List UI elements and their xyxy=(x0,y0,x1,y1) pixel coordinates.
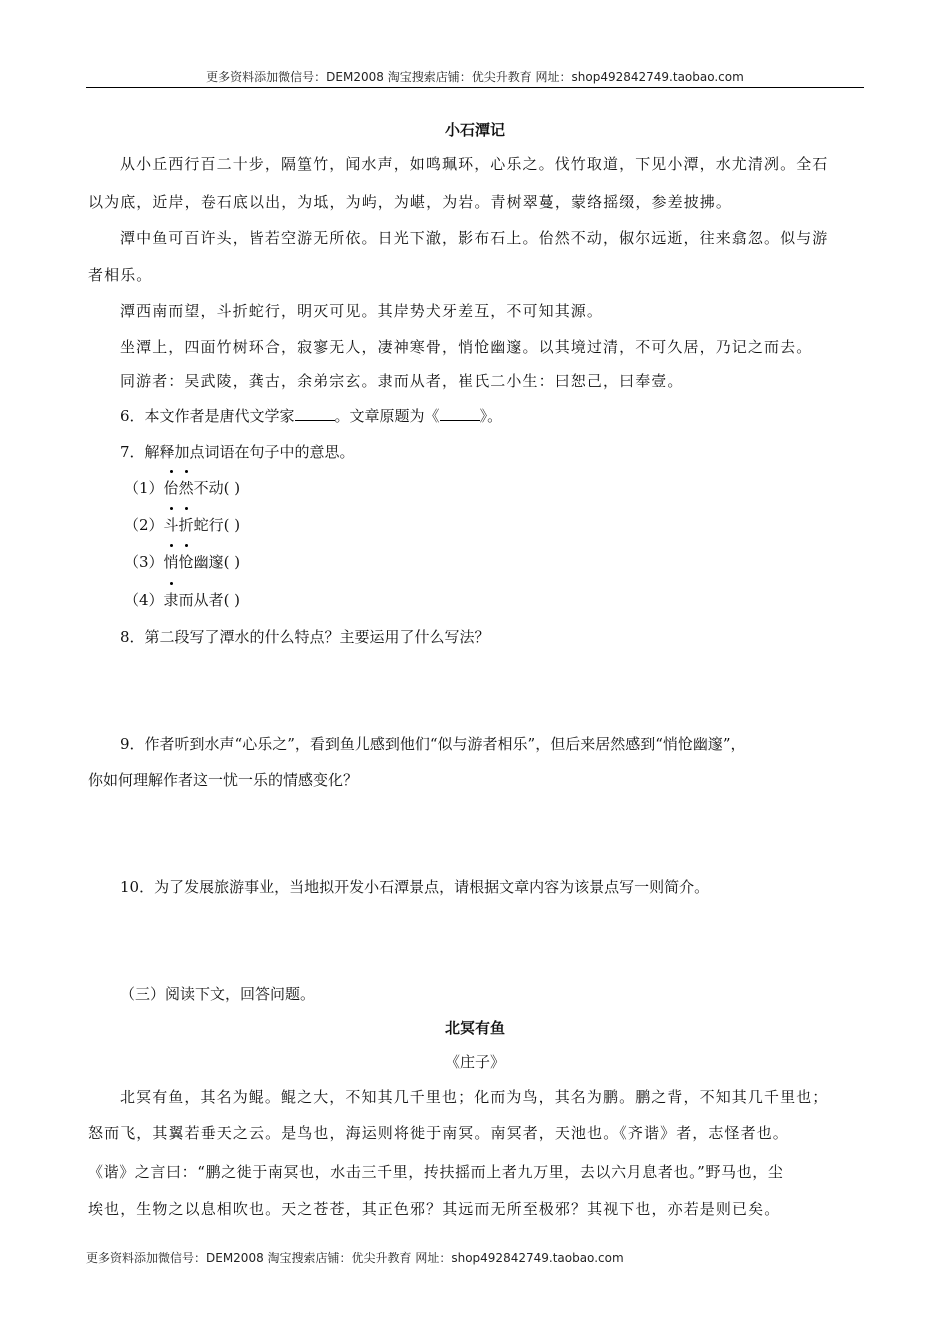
question-8: 8．第二段写了潭水的什么特点？主要运用了什么写法？ xyxy=(120,628,490,646)
passage2-line: 埃也，生物之以息相吹也。天之苍苍，其正色邪？其远而无所至极邪？其视下也，亦若是则已矣。 xyxy=(88,1200,781,1218)
passage1-line: 坐潭上，四面竹树环合，寂寥无人，凄神寒骨，悄怆幽邃。以其境过清，不可久居，乃记之而去。 xyxy=(120,338,813,356)
passage2-line: 怒而飞，其翼若垂天之云。是鸟也，海运则将徙于南冥。南冥者，天池也。《齐谐》者，志怪者也。 xyxy=(88,1124,789,1142)
question-9-line: 你如何理解作者这一忧一乐的情感变化？ xyxy=(88,771,359,789)
dotted-char: 斗 xyxy=(163,516,179,534)
item-rest: 蛇行( ) xyxy=(193,516,241,534)
question-7-item xyxy=(124,551,240,572)
passage1-line: 以为底，近岸，卷石底以出，为坻，为屿，为嵁，为岩。青树翠蔓，蒙络摇缀，参差披拂。 xyxy=(88,193,733,211)
q6-text-c: 》。 xyxy=(479,407,503,425)
q6-text-b: 。文章原题为《 xyxy=(334,407,440,425)
passage1-line: 从小丘西行百二十步，隔篁竹，闻水声，如鸣珮环，心乐之。伐竹取道，下见小潭，水尤清冽。全石 xyxy=(120,155,829,173)
header-divider xyxy=(86,87,864,88)
q6-text-a: 6．本文作者是唐代文学家 xyxy=(120,407,295,425)
item-number: （4） xyxy=(124,591,164,609)
passage1-line: 者相乐。 xyxy=(88,266,153,284)
question-7-item xyxy=(124,514,240,535)
dotted-char: 怆 xyxy=(178,553,194,571)
answer-blank-author[interactable] xyxy=(295,408,335,421)
answer-blank-title[interactable] xyxy=(440,408,480,421)
page-footer: 更多资料添加微信号：DEM2008 淘宝搜索店铺：优尖升教育 网址：shop492842749.taobao.com xyxy=(86,1251,624,1265)
page-header: 更多资料添加微信号：DEM2008 淘宝搜索店铺：优尖升教育 网址：shop492842749.taobao.com xyxy=(206,70,744,84)
dotted-char: 悄 xyxy=(163,553,179,571)
question-6 xyxy=(120,405,502,426)
passage1-title: 小石潭记 xyxy=(444,121,505,139)
passage1-line: 同游者：吴武陵，龚古，余弟宗玄。隶而从者，崔氏二小生：曰恕己，曰奉壹。 xyxy=(120,372,684,390)
item-rest: 而从者( ) xyxy=(178,591,241,609)
passage2-source: 《庄子》 xyxy=(444,1053,505,1071)
dotted-char: 然 xyxy=(178,479,194,497)
item-number: （1） xyxy=(124,479,164,497)
passage2-line: 《谐》之言曰：“鹏之徙于南冥也，水击三千里，抟扶摇而上者九万里，去以六月息者也。”野马也，尘 xyxy=(88,1163,784,1181)
section-3-intro: （三）阅读下文，回答问题。 xyxy=(120,985,316,1003)
question-7-item xyxy=(124,589,240,610)
passage1-line: 潭中鱼可百许头，皆若空游无所依。日光下澈，影布石上。佁然不动，俶尔远逝，往来翕忽。似与游 xyxy=(120,229,829,247)
question-10: 10．为了发展旅游事业，当地拟开发小石潭景点，请根据文章内容为该景点写一则简介。 xyxy=(120,878,710,896)
passage2-line: 北冥有鱼，其名为鲲。鲲之大，不知其几千里也；化而为鸟，其名为鹏。鹏之背，不知其几千里也； xyxy=(120,1088,829,1106)
item-number: （3） xyxy=(124,553,164,571)
item-rest: 不动( ) xyxy=(193,479,241,497)
question-9-line: 9．作者听到水声“心乐之”，看到鱼儿感到他们“似与游者相乐”，但后来居然感到“悄怆幽邃”， xyxy=(120,735,746,753)
question-7-stem: 7．解释加点词语在句子中的意思。 xyxy=(120,443,355,461)
item-rest: 幽邃( ) xyxy=(193,553,241,571)
dotted-char: 佁 xyxy=(163,479,179,497)
passage1-line: 潭西南而望，斗折蛇行，明灭可见。其岸势犬牙差互，不可知其源。 xyxy=(120,302,604,320)
passage2-title: 北冥有鱼 xyxy=(444,1019,505,1037)
dotted-char: 隶 xyxy=(163,591,179,609)
item-number: （2） xyxy=(124,516,164,534)
question-7-item xyxy=(124,477,240,498)
dotted-char: 折 xyxy=(178,516,194,534)
